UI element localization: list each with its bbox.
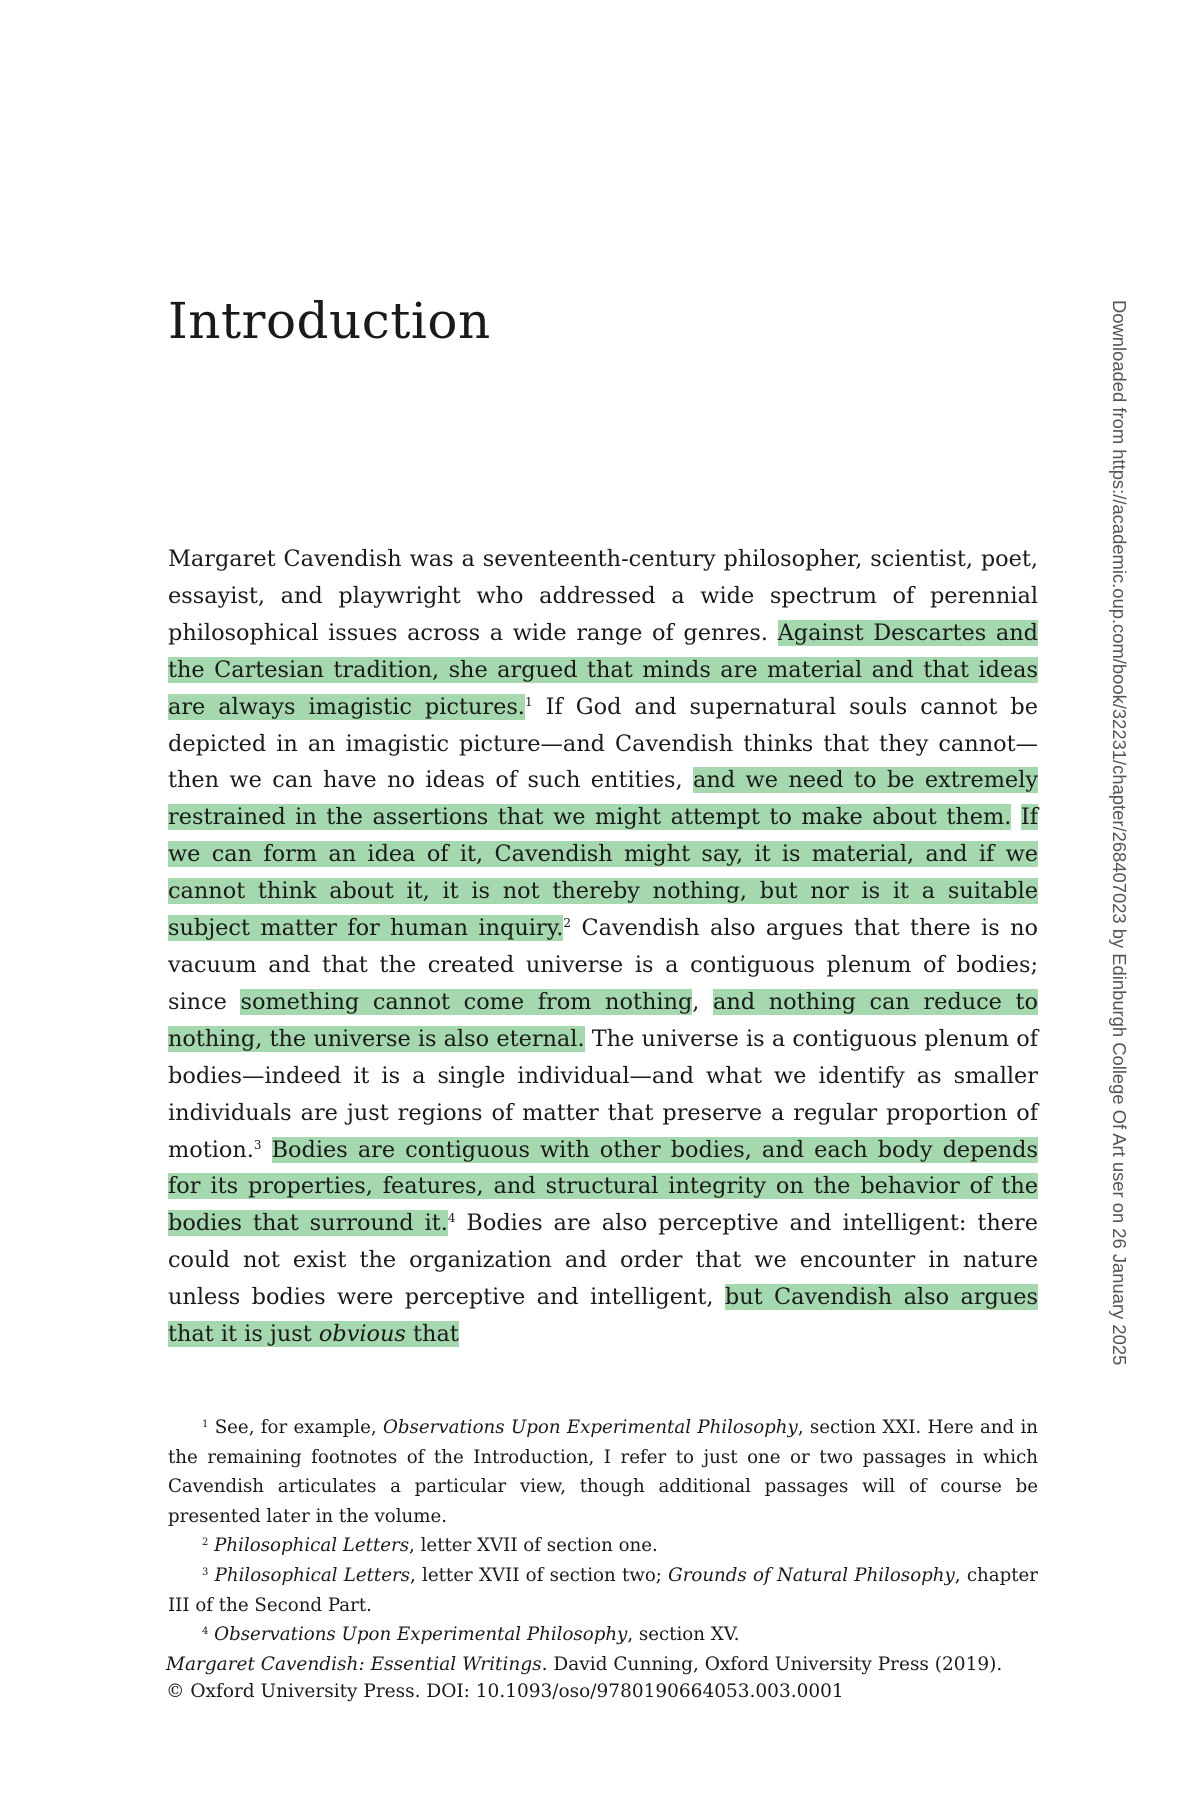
footnote-text: , letter XVII of section one. <box>409 1535 658 1557</box>
footnote-ref-2[interactable]: 2 <box>563 916 572 931</box>
highlighted-passage[interactable]: Against Descartes and the Cartesian tradition, she argued that minds are material and that ideas are always imagistic pictures. <box>168 619 1038 720</box>
footnotes <box>168 1413 1038 1650</box>
highlighted-passage[interactable]: If we can form an idea of it, Cavendish might say, it is material, and if we cannot think about it, it is not thereby nothing, but nor is it a suitable subject matter for human inquiry. <box>168 804 1038 942</box>
footnote-2 <box>168 1531 1038 1561</box>
footnote-number: 3 <box>202 1566 209 1578</box>
intro-paragraph <box>168 541 1038 1353</box>
highlighted-emphasis[interactable]: obvious <box>318 1321 406 1348</box>
footnote-text: , chapter III of the Second Part. <box>168 1564 1038 1616</box>
body-text-segment: Cavendish also argues that there is no vacuum and that the created universe is a contiguous plenum of bodies; since <box>168 915 1039 1015</box>
highlighted-passage[interactable]: but Cavendish also argues that it is just <box>168 1284 1038 1348</box>
highlighted-passage[interactable]: and we need to be extremely restrained in the assertions that we might attempt to make about them. <box>168 767 1038 831</box>
highlighted-passage[interactable]: and nothing can reduce to nothing, the universe is also eternal. <box>168 988 1038 1052</box>
footnote-title: Philosophical Letters <box>214 1535 410 1557</box>
body-text-segment: The universe is a contiguous plenum of bodies—indeed it is a single individual—and what we identify as smaller individuals are just regions of matter that preserve a regular proportion of motion. <box>168 1025 1039 1163</box>
footnote-title: Grounds of Natural Philosophy <box>668 1564 955 1586</box>
book-title: Margaret Cavendish: Essential Writings <box>166 1654 542 1675</box>
footnote-title: Philosophical Letters <box>214 1564 410 1586</box>
highlighted-passage[interactable]: Bodies are contiguous with other bodies, and each body depends for its properties, features, and structural integrity on the behavior of the bodies that surround it. <box>168 1136 1038 1237</box>
citation-publisher: . David Cunning, Oxford University Press (2019). <box>541 1654 1003 1675</box>
body-text-segment: Bodies are also perceptive and intelligent: there could not exist the organization and order that we encounter in nature unless bodies were perceptive and intelligent, <box>168 1210 1038 1311</box>
page-title: Introduction <box>168 292 491 350</box>
citation <box>166 1651 1066 1705</box>
footnote-text: , letter XVII of section two; <box>410 1564 669 1586</box>
footnote-title: Observations Upon Experimental Philosophy <box>382 1417 798 1438</box>
highlighted-passage[interactable]: something cannot come from nothing <box>240 988 693 1015</box>
footnote-ref-1[interactable]: 1 <box>524 694 533 709</box>
footnote-text: , section XV. <box>627 1624 740 1646</box>
citation-line-1 <box>166 1651 1066 1678</box>
footnote-text: , section XXI. Here and in the remaining footnotes of the Introduction, I refer to just one or two passages in which Cavendish articulates a particular view, though additional passages will of course be presented later in the volume. <box>168 1417 1039 1527</box>
footnote-number: 1 <box>202 1419 209 1430</box>
body-text-segment <box>1011 804 1021 830</box>
body-text-segment: If God and supernatural souls cannot be depicted in an imagistic picture—and Cavendish thinks that they cannot—then we can have no ideas of such entities, <box>168 693 1038 794</box>
footnote-3 <box>168 1561 1038 1620</box>
footnote-number: 2 <box>202 1537 209 1549</box>
footnote-4 <box>168 1620 1038 1650</box>
body-text-segment <box>262 1137 272 1163</box>
footnote-number: 4 <box>202 1626 209 1638</box>
highlighted-passage[interactable]: that <box>405 1321 459 1348</box>
body-text-segment: , <box>692 988 713 1015</box>
download-watermark: Downloaded from https://academic.oup.com/book/32231/chapter/268407023 by Edinburgh College Of Art user on 26 January 2025 <box>1109 300 1130 1366</box>
footnote-ref-3[interactable]: 3 <box>253 1137 262 1152</box>
footnote-ref-4[interactable]: 4 <box>447 1211 456 1226</box>
footnote-1 <box>168 1413 1038 1531</box>
footnote-title: Observations Upon Experimental Philosophy <box>214 1624 628 1646</box>
footnote-text: See, for example, <box>208 1417 383 1438</box>
citation-doi: © Oxford University Press. DOI: 10.1093/oso/9780190664053.003.0001 <box>166 1681 844 1702</box>
body-text-segment: Margaret Cavendish was a seventeenth-century philosopher, scientist, poet, essayist, and playwright who addressed a wide spectrum of perennial philosophical issues across a wide range of genres. <box>168 546 1038 646</box>
